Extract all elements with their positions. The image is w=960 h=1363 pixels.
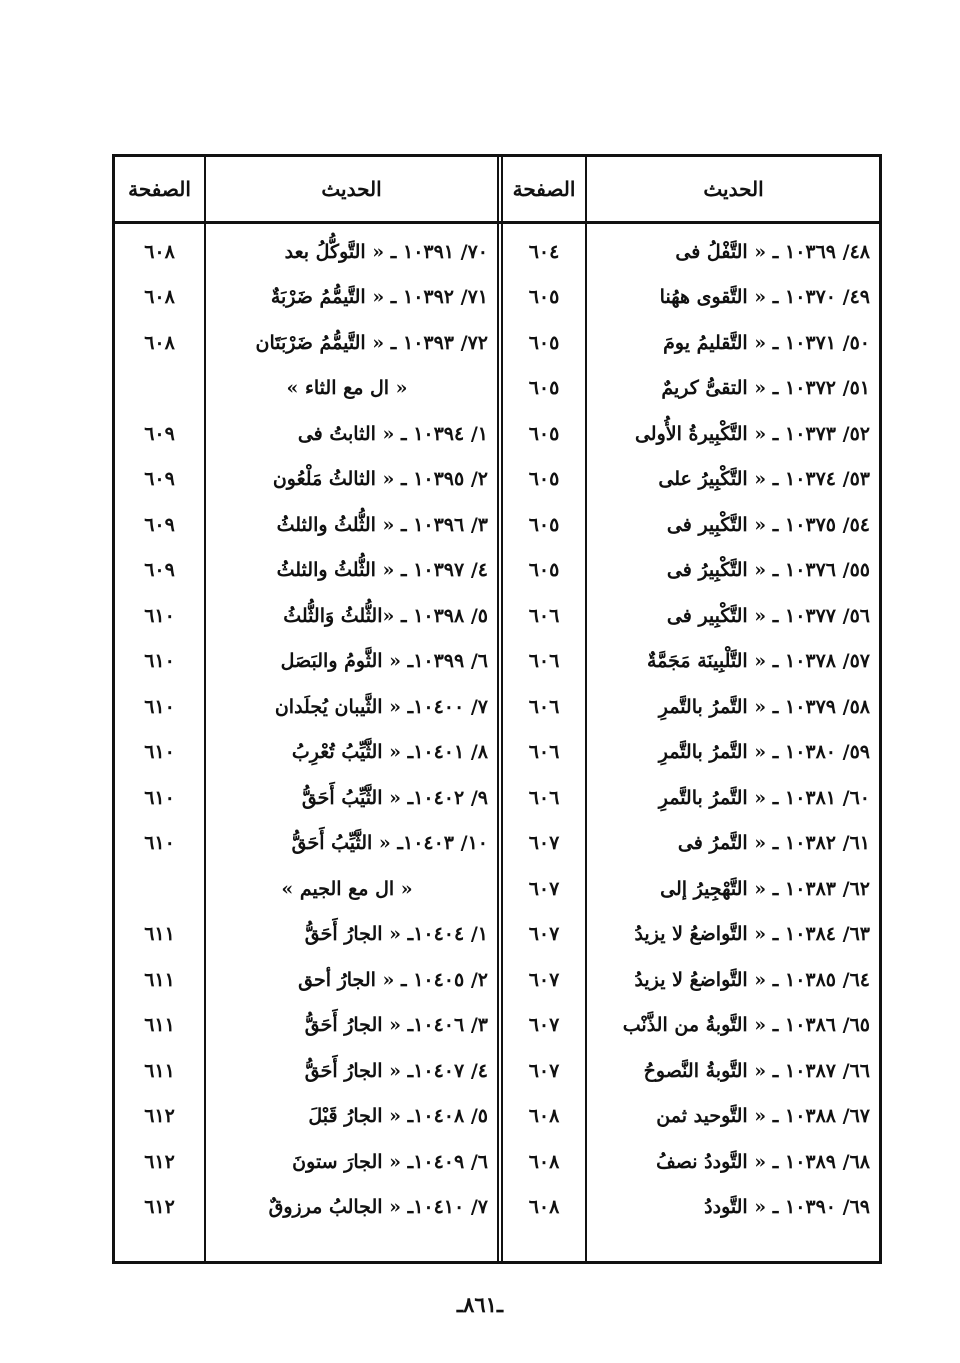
page-ref [115,1003,204,1049]
page-ref-number: ٦٠٨ [528,1105,560,1128]
hadith-entry-text: ٥٤/ ١٠٣٧٥ ـ « التَّكْبِير فى [666,513,870,536]
page-ref [115,275,204,321]
page-ref [115,320,204,366]
page-ref-number: ٦٠٥ [528,468,560,491]
page-ref-number: ٦٠٧ [528,1014,560,1037]
hadith-entry [206,1185,488,1231]
page-ref [115,957,204,1003]
header-left-page: الصفحة [128,177,191,201]
hadith-entry-text: ٦٣/ ١٠٣٨٤ ـ « التَّواضعُ لا يزيدُ [634,923,870,946]
hadith-entry-text: ٦/ ١٠٤٠٩ـ « الجارَ ستونَ [292,1150,488,1173]
hadith-entry-text: ٦٩/ ١٠٣٩٠ ـ « التَّوددُ [704,1196,870,1219]
hadith-entry-text: ٦٥/ ١٠٣٨٦ ـ « التَّوبةُ من الذَّنْب [622,1014,870,1037]
page-ref-number: ٦٠٨ [144,240,175,263]
hadith-entry [588,912,870,958]
page-ref-number: ٦٠٨ [144,331,175,354]
header-left-hadith: الحديث [321,177,382,201]
page-ref-number: ٦٠٤ [528,240,560,263]
right-hadith-column [588,229,870,1230]
page-ref-number: ٦٠٧ [528,832,560,855]
hadith-entry-text: ٥١/ ١٠٣٧٢ ـ « التقىُّ كريمٌ [661,377,870,400]
page-ref-number: ٦١٠ [144,832,175,855]
hadith-entry-text: ٩/ ١٠٤٠٢ـ « الثَّيِّبُ أَحَقُّ [301,786,488,809]
page-ref [503,1003,585,1049]
page-ref [503,775,585,821]
page-ref-number: ٦١١ [144,1014,175,1037]
hadith-entry [588,411,870,457]
hadith-entry-text: ٥٠/ ١٠٣٧١ ـ « التَّقليمُ يومَ [663,331,870,354]
hadith-entry-text: ٧/ ١٠٤١٠ـ « الجالبُ مرزوقٌ [268,1196,488,1219]
hadith-entry [206,730,488,776]
header-right-hadith: الحديث [703,177,764,201]
page-ref [503,1185,585,1231]
page-ref [115,1094,204,1140]
left-page-column [115,229,204,1230]
hadith-entry-text: ٢/ ١٠٤٠٥ ـ « الجارُ أحق [298,968,488,991]
page-ref [115,912,204,958]
page-ref [115,411,204,457]
hadith-entry [588,548,870,594]
hadith-entry-text: ٦٤/ ١٠٣٨٥ ـ « التَّواضعُ لا يزيدُ [634,968,870,991]
hadith-entry-text: ٣/ ١٠٤٠٦ـ « الجارُ أَحَقُّ [304,1014,488,1037]
page-ref-number: ٦٠٥ [528,286,560,309]
hadith-entry [206,1048,488,1094]
page-ref [503,411,585,457]
hadith-entry-text: ٥٧/ ١٠٣٧٨ ـ « التَّلْبِينَة مَجَمَّةٌ [646,650,870,673]
page-ref [115,548,204,594]
hadith-entry-text: ٦٦/ ١٠٣٨٧ ـ « التَّوبةُ النَّصوحُ [643,1059,870,1082]
hadith-entry [588,1139,870,1185]
hadith-entry-text: ٤٩/ ١٠٣٧٠ ـ « التَّقوى ههُنا [659,286,870,309]
page-ref [503,1094,585,1140]
hadith-entry-text: ٥٨/ ١٠٣٧٩ ـ « التَّمرُ بالتَّمرِ [658,695,870,718]
page-ref [503,548,585,594]
page-ref-number: ٦٠٥ [528,513,560,536]
page-ref [503,366,585,412]
page-ref-number: ٦٠٧ [528,877,560,900]
page-ref [503,957,585,1003]
hadith-entry-text: ٢/ ١٠٣٩٥ ـ « الثالثُ مَلْعُون [272,468,488,491]
page-ref-number: ٦١٠ [144,604,175,627]
hadith-entry [206,1094,488,1140]
hadith-entry-text: ٦١/ ١٠٣٨٢ ـ « التَّمرُ فى [677,832,870,855]
page-ref [503,229,585,275]
hadith-entry [588,639,870,685]
hadith-entry-text: ٥٦/ ١٠٣٧٧ ـ « التَّكْبِير فى [666,604,870,627]
page-ref-number: ٦١٢ [144,1196,175,1219]
hadith-entry-text: ٨/ ١٠٤٠١ـ « الثَّيِّبُ تُعْرِبُ [291,741,488,764]
hadith-entry [206,548,488,594]
left-hadith-column [206,229,488,1230]
hadith-entry [206,593,488,639]
right-page-column [503,229,585,1230]
page-ref [503,730,585,776]
page-ref [115,593,204,639]
section-heading [206,366,488,412]
page-ref-number: ٦٠٨ [528,1150,560,1173]
hadith-entry [588,1003,870,1049]
hadith-entry-text: ٦/ ١٠٣٩٩ـ « الثَّومُ والبَصَل [280,650,488,673]
empty-page-cell [115,866,204,912]
page-ref [503,866,585,912]
hadith-entry [588,866,870,912]
hadith-entry [206,957,488,1003]
page-ref-number: ٦١٢ [144,1105,175,1128]
hadith-entry-text: ٥٣/ ١٠٣٧٤ ـ « التَّكْبِيرُ على [658,468,870,491]
hadith-entry [588,366,870,412]
page-ref-number: ٦٠٨ [528,1196,560,1219]
page-ref [503,639,585,685]
hadith-entry [588,457,870,503]
hadith-entry-text: ١/ ١٠٤٠٤ـ « الجارُ أَحَقُّ [304,923,488,946]
hadith-entry [588,1185,870,1231]
hadith-entry [588,684,870,730]
page-ref-number: ٦٠٥ [528,422,560,445]
hadith-entry [206,502,488,548]
page-ref [503,320,585,366]
hadith-entry [588,229,870,275]
page-ref [115,639,204,685]
section-heading [206,866,488,912]
page-ref-number: ٦١٠ [144,650,175,673]
page-ref [503,1048,585,1094]
hadith-entry-text: ٣/ ١٠٣٩٦ ـ « الثُّلثُ والثلثُ [276,513,488,536]
page-ref [115,457,204,503]
page-number: ـ٨٦١ـ [456,1292,504,1317]
hadith-entry-text: ٥٩/ ١٠٣٨٠ ـ « التَّمرُ بالتَّمرِ [658,741,870,764]
column-divider [585,157,587,1261]
page-ref [503,275,585,321]
page-ref-number: ٦١٠ [144,786,175,809]
page-ref [115,684,204,730]
section-heading-text: « ال مع الجيم » [281,877,413,900]
page-ref [503,502,585,548]
page-ref-number: ٦٠٧ [528,1059,560,1082]
hadith-entry-text: ٦٨/ ١٠٣٨٩ ـ « التَّوددُ نصفُ [656,1150,870,1173]
page-ref [503,457,585,503]
page-ref-number: ٦٠٥ [528,559,560,582]
hadith-entry [588,502,870,548]
header-right-page: الصفحة [512,177,576,201]
hadith-entry [206,411,488,457]
hadith-entry-text: ٦٠/ ١٠٣٨١ ـ « التَّمرُ بالتَّمرِ [658,786,870,809]
page-ref [115,229,204,275]
page-ref [115,821,204,867]
hadith-entry [588,1048,870,1094]
index-table [112,154,882,1264]
page-ref-number: ٦٠٦ [528,695,560,718]
hadith-entry-text: ٧/ ١٠٤٠٠ـ « الثَّيبان يُجلَدان [274,695,488,718]
page-ref [115,1048,204,1094]
page-ref-number: ٦٠٨ [144,286,175,309]
hadith-entry-text: ١٠/ ١٠٤٠٣ـ « الثَّيِّبُ أَحَقُّ [291,832,488,855]
page-ref [503,912,585,958]
page-ref-number: ٦١٠ [144,695,175,718]
hadith-entry-text: ٥٢/ ١٠٣٧٣ ـ « التَّكْبِيرةُ الأُولى [634,422,870,445]
hadith-entry [588,1094,870,1140]
hadith-entry [206,1139,488,1185]
hadith-entry [206,821,488,867]
hadith-entry-text: ١/ ١٠٣٩٤ ـ « الثابتُ فى [297,422,488,445]
page-ref-number: ٦٠٦ [528,786,560,809]
hadith-entry [206,912,488,958]
hadith-entry [588,320,870,366]
hadith-entry [588,275,870,321]
hadith-entry [206,320,488,366]
hadith-entry-text: ٧١/ ١٠٣٩٢ ـ « التَّيمُّمُ ضَرْبَةٌ [270,286,488,309]
hadith-entry [588,775,870,821]
page-ref-number: ٦١٠ [144,741,175,764]
page-ref [115,1139,204,1185]
page-ref-number: ٦٠٥ [528,331,560,354]
hadith-entry-text: ٧٢/ ١٠٣٩٣ ـ « التَّيمُّمُ ضَرْبَتَان [255,331,488,354]
page-ref [503,684,585,730]
hadith-entry-text: ٥/ ١٠٤٠٨ـ « الجارُ قَبْلَ [308,1105,488,1128]
hadith-entry [588,730,870,776]
page-ref [115,1185,204,1231]
hadith-entry [206,639,488,685]
hadith-entry-text: ٥٥/ ١٠٣٧٦ ـ « التَّكْبِيرُ فى [666,559,870,582]
page-ref-number: ٦٠٦ [528,741,560,764]
hadith-entry-text: ٤/ ١٠٤٠٧ـ « الجارُ أَحَقُّ [304,1059,488,1082]
page-ref-number: ٦٠٧ [528,968,560,991]
page-ref [115,502,204,548]
hadith-entry-text: ٧٠/ ١٠٣٩١ ـ « التَّوكُّلُ بعد [284,240,488,263]
hadith-entry-text: ٤/ ١٠٣٩٧ ـ « الثُّلثُ والثلثُ [276,559,488,582]
page-ref-number: ٦٠٩ [144,513,175,536]
hadith-entry [206,457,488,503]
hadith-entry-text: ٥/ ١٠٣٩٨ ـ «الثُّلثُ وَالثُّلثُ [283,604,488,627]
page-ref [115,775,204,821]
hadith-entry [206,775,488,821]
hadith-entry [206,1003,488,1049]
page-ref-number: ٦٠٦ [528,604,560,627]
page-ref-number: ٦٠٩ [144,422,175,445]
page-ref [503,593,585,639]
hadith-entry-text: ٦٧/ ١٠٣٨٨ ـ « التَّوحيد ثمن [656,1105,870,1128]
hadith-entry [588,593,870,639]
empty-page-cell [115,366,204,412]
section-heading-text: « ال مع الثاء » [286,377,408,400]
page-ref [503,821,585,867]
page-ref-number: ٦٠٦ [528,650,560,673]
hadith-entry-text: ٦٢/ ١٠٣٨٣ ـ « التَّهْجِيرُ إلى [660,877,870,900]
hadith-entry-text: ٤٨/ ١٠٣٦٩ ـ « التَّفْلُ فى [675,240,870,263]
page-ref-number: ٦٠٧ [528,923,560,946]
hadith-entry [206,684,488,730]
page-ref-number: ٦٠٥ [528,377,560,400]
page-ref-number: ٦٠٩ [144,468,175,491]
page-ref-number: ٦١١ [144,968,175,991]
column-divider [497,157,499,1261]
header-rule [115,221,879,224]
page-ref-number: ٦١١ [144,1059,175,1082]
hadith-entry [588,821,870,867]
hadith-entry [206,275,488,321]
page-ref-number: ٦١٢ [144,1150,175,1173]
page-ref-number: ٦١١ [144,923,175,946]
hadith-entry [206,229,488,275]
hadith-entry [588,957,870,1003]
page-ref [115,730,204,776]
page-ref-number: ٦٠٩ [144,559,175,582]
page-ref [503,1139,585,1185]
